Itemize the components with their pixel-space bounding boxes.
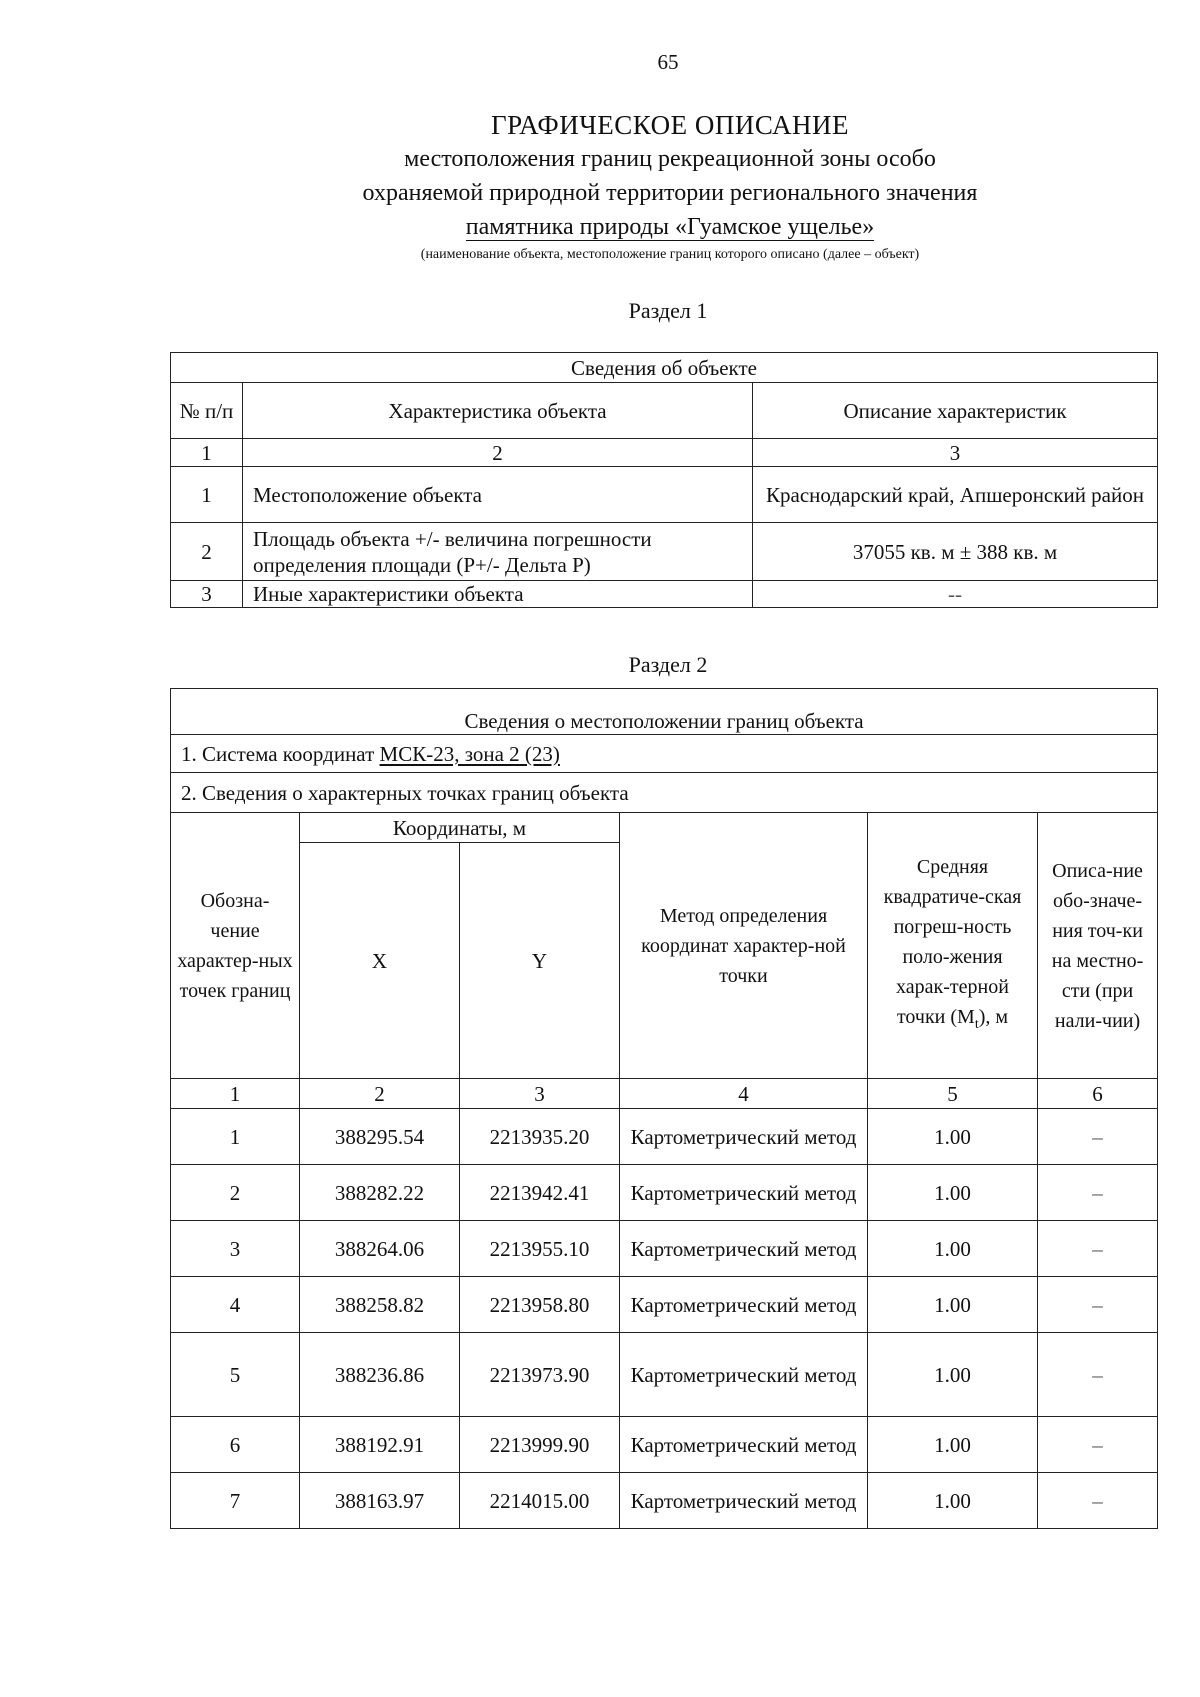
row-number: 2 bbox=[171, 523, 243, 581]
header-point-description: Описа-ние обо-значе-ния точ-ки на местно-сти (при нали-чии) bbox=[1038, 813, 1158, 1079]
col-number: 2 bbox=[243, 439, 753, 467]
coordinate-system bbox=[171, 735, 1158, 773]
point-description: – bbox=[1038, 1417, 1158, 1473]
point-x: 388295.54 bbox=[300, 1109, 460, 1165]
point-number: 3 bbox=[171, 1221, 300, 1277]
point-description: – bbox=[1038, 1277, 1158, 1333]
col-number: 1 bbox=[171, 1079, 300, 1109]
point-method: Картометрический метод bbox=[620, 1109, 868, 1165]
point-error: 1.00 bbox=[868, 1165, 1038, 1221]
point-y: 2214015.00 bbox=[460, 1473, 620, 1529]
point-error: 1.00 bbox=[868, 1333, 1038, 1417]
table-row bbox=[171, 581, 1158, 608]
header-coordinates: Координаты, м bbox=[300, 813, 620, 843]
table-row bbox=[171, 1333, 1158, 1417]
row-value: 37055 кв. м ± 388 кв. м bbox=[753, 523, 1158, 581]
row-number: 3 bbox=[171, 581, 243, 608]
object-name: памятника природы «Гуамское ущелье» bbox=[465, 214, 875, 240]
point-number: 1 bbox=[171, 1109, 300, 1165]
point-method: Картометрический метод bbox=[620, 1221, 868, 1277]
point-x: 388236.86 bbox=[300, 1333, 460, 1417]
col-number: 3 bbox=[753, 439, 1158, 467]
document-title: ГРАФИЧЕСКОЕ ОПИСАНИЕ bbox=[490, 110, 850, 140]
point-method: Картометрический метод bbox=[620, 1277, 868, 1333]
point-x: 388264.06 bbox=[300, 1221, 460, 1277]
point-number: 7 bbox=[171, 1473, 300, 1529]
heading-line-2: охраняемой природной территории регионального значения bbox=[362, 180, 978, 206]
row-characteristic: Иные характеристики объекта bbox=[243, 581, 753, 608]
header-description: Описание характеристик bbox=[753, 383, 1158, 439]
point-method: Картометрический метод bbox=[620, 1473, 868, 1529]
section-1-title: Раздел 1 bbox=[628, 298, 708, 323]
document-heading bbox=[220, 108, 1120, 264]
table-row bbox=[171, 1277, 1158, 1333]
point-method: Картометрический метод bbox=[620, 1165, 868, 1221]
point-error: 1.00 bbox=[868, 1221, 1038, 1277]
point-number: 6 bbox=[171, 1417, 300, 1473]
col-number: 4 bbox=[620, 1079, 868, 1109]
point-error: 1.00 bbox=[868, 1417, 1038, 1473]
header-position-error: Средняя квадратиче-ская погреш-ность поло-жения харак-терной точки $(M_t)$, м bbox=[868, 813, 1038, 1079]
boundary-points-table bbox=[170, 688, 1158, 1529]
point-error: 1.00 bbox=[868, 1277, 1038, 1333]
table-row bbox=[171, 1417, 1158, 1473]
col-number: 6 bbox=[1038, 1079, 1158, 1109]
point-x: 388192.91 bbox=[300, 1417, 460, 1473]
point-y: 2213999.90 bbox=[460, 1417, 620, 1473]
object-name-caption: (наименование объекта, местоположение границ которого описано (далее – объект) bbox=[420, 247, 920, 262]
row-value: Краснодарский край, Апшеронский район bbox=[753, 467, 1158, 523]
section-2-title: Раздел 2 bbox=[628, 652, 708, 677]
table-row bbox=[171, 1109, 1158, 1165]
point-method: Картометрический метод bbox=[620, 1333, 868, 1417]
point-description: – bbox=[1038, 1221, 1158, 1277]
point-y: 2213935.20 bbox=[460, 1109, 620, 1165]
object-info-table-title: Сведения об объекте bbox=[171, 353, 1158, 383]
point-description: – bbox=[1038, 1109, 1158, 1165]
header-method: Метод определения координат характер-ной точки bbox=[620, 813, 868, 1079]
point-description: – bbox=[1038, 1473, 1158, 1529]
table-row bbox=[171, 467, 1158, 523]
point-description: – bbox=[1038, 1165, 1158, 1221]
table-row bbox=[171, 1473, 1158, 1529]
points-body bbox=[171, 1109, 1158, 1529]
table-row bbox=[171, 1221, 1158, 1277]
point-y: 2213973.90 bbox=[460, 1333, 620, 1417]
point-number: 4 bbox=[171, 1277, 300, 1333]
header-characteristic: Характеристика объекта bbox=[243, 383, 753, 439]
point-x: 388258.82 bbox=[300, 1277, 460, 1333]
row-characteristic: Местоположение объекта bbox=[243, 467, 753, 523]
object-info-table bbox=[170, 352, 1158, 608]
point-x: 388282.22 bbox=[300, 1165, 460, 1221]
row-value: -- bbox=[753, 581, 1158, 608]
point-method: Картометрический метод bbox=[620, 1417, 868, 1473]
point-y: 2213942.41 bbox=[460, 1165, 620, 1221]
coordinate-system-label: 1. Система координат bbox=[181, 741, 380, 766]
row-number: 1 bbox=[171, 467, 243, 523]
header-y: Y bbox=[460, 843, 620, 1079]
point-error: 1.00 bbox=[868, 1109, 1038, 1165]
header-number: № п/п bbox=[171, 383, 243, 439]
point-y: 2213958.80 bbox=[460, 1277, 620, 1333]
col-number: 3 bbox=[460, 1079, 620, 1109]
col-number: 5 bbox=[868, 1079, 1038, 1109]
point-description: – bbox=[1038, 1333, 1158, 1417]
table-row bbox=[171, 523, 1158, 581]
header-x: X bbox=[300, 843, 460, 1079]
point-number: 5 bbox=[171, 1333, 300, 1417]
page-number: 65 bbox=[657, 50, 679, 74]
table-row bbox=[171, 1165, 1158, 1221]
point-number: 2 bbox=[171, 1165, 300, 1221]
heading-line-1: местоположения границ рекреационной зоны особо bbox=[404, 146, 936, 172]
point-error: 1.00 bbox=[868, 1473, 1038, 1529]
header-point-designation: Обозна-чение характер-ных точек границ bbox=[171, 813, 300, 1079]
row-characteristic: Площадь объекта +/- величина погрешности определения площади (P+/- Дельта P) bbox=[243, 523, 753, 581]
col-number: 1 bbox=[171, 439, 243, 467]
coordinate-system-value: МСК-23, зона 2 (23) bbox=[379, 741, 560, 766]
col-number: 2 bbox=[300, 1079, 460, 1109]
boundary-table-title: Сведения о местоположении границ объекта bbox=[171, 689, 1158, 735]
point-y: 2213955.10 bbox=[460, 1221, 620, 1277]
points-section-title: 2. Сведения о характерных точках границ объекта bbox=[171, 773, 1158, 813]
point-x: 388163.97 bbox=[300, 1473, 460, 1529]
